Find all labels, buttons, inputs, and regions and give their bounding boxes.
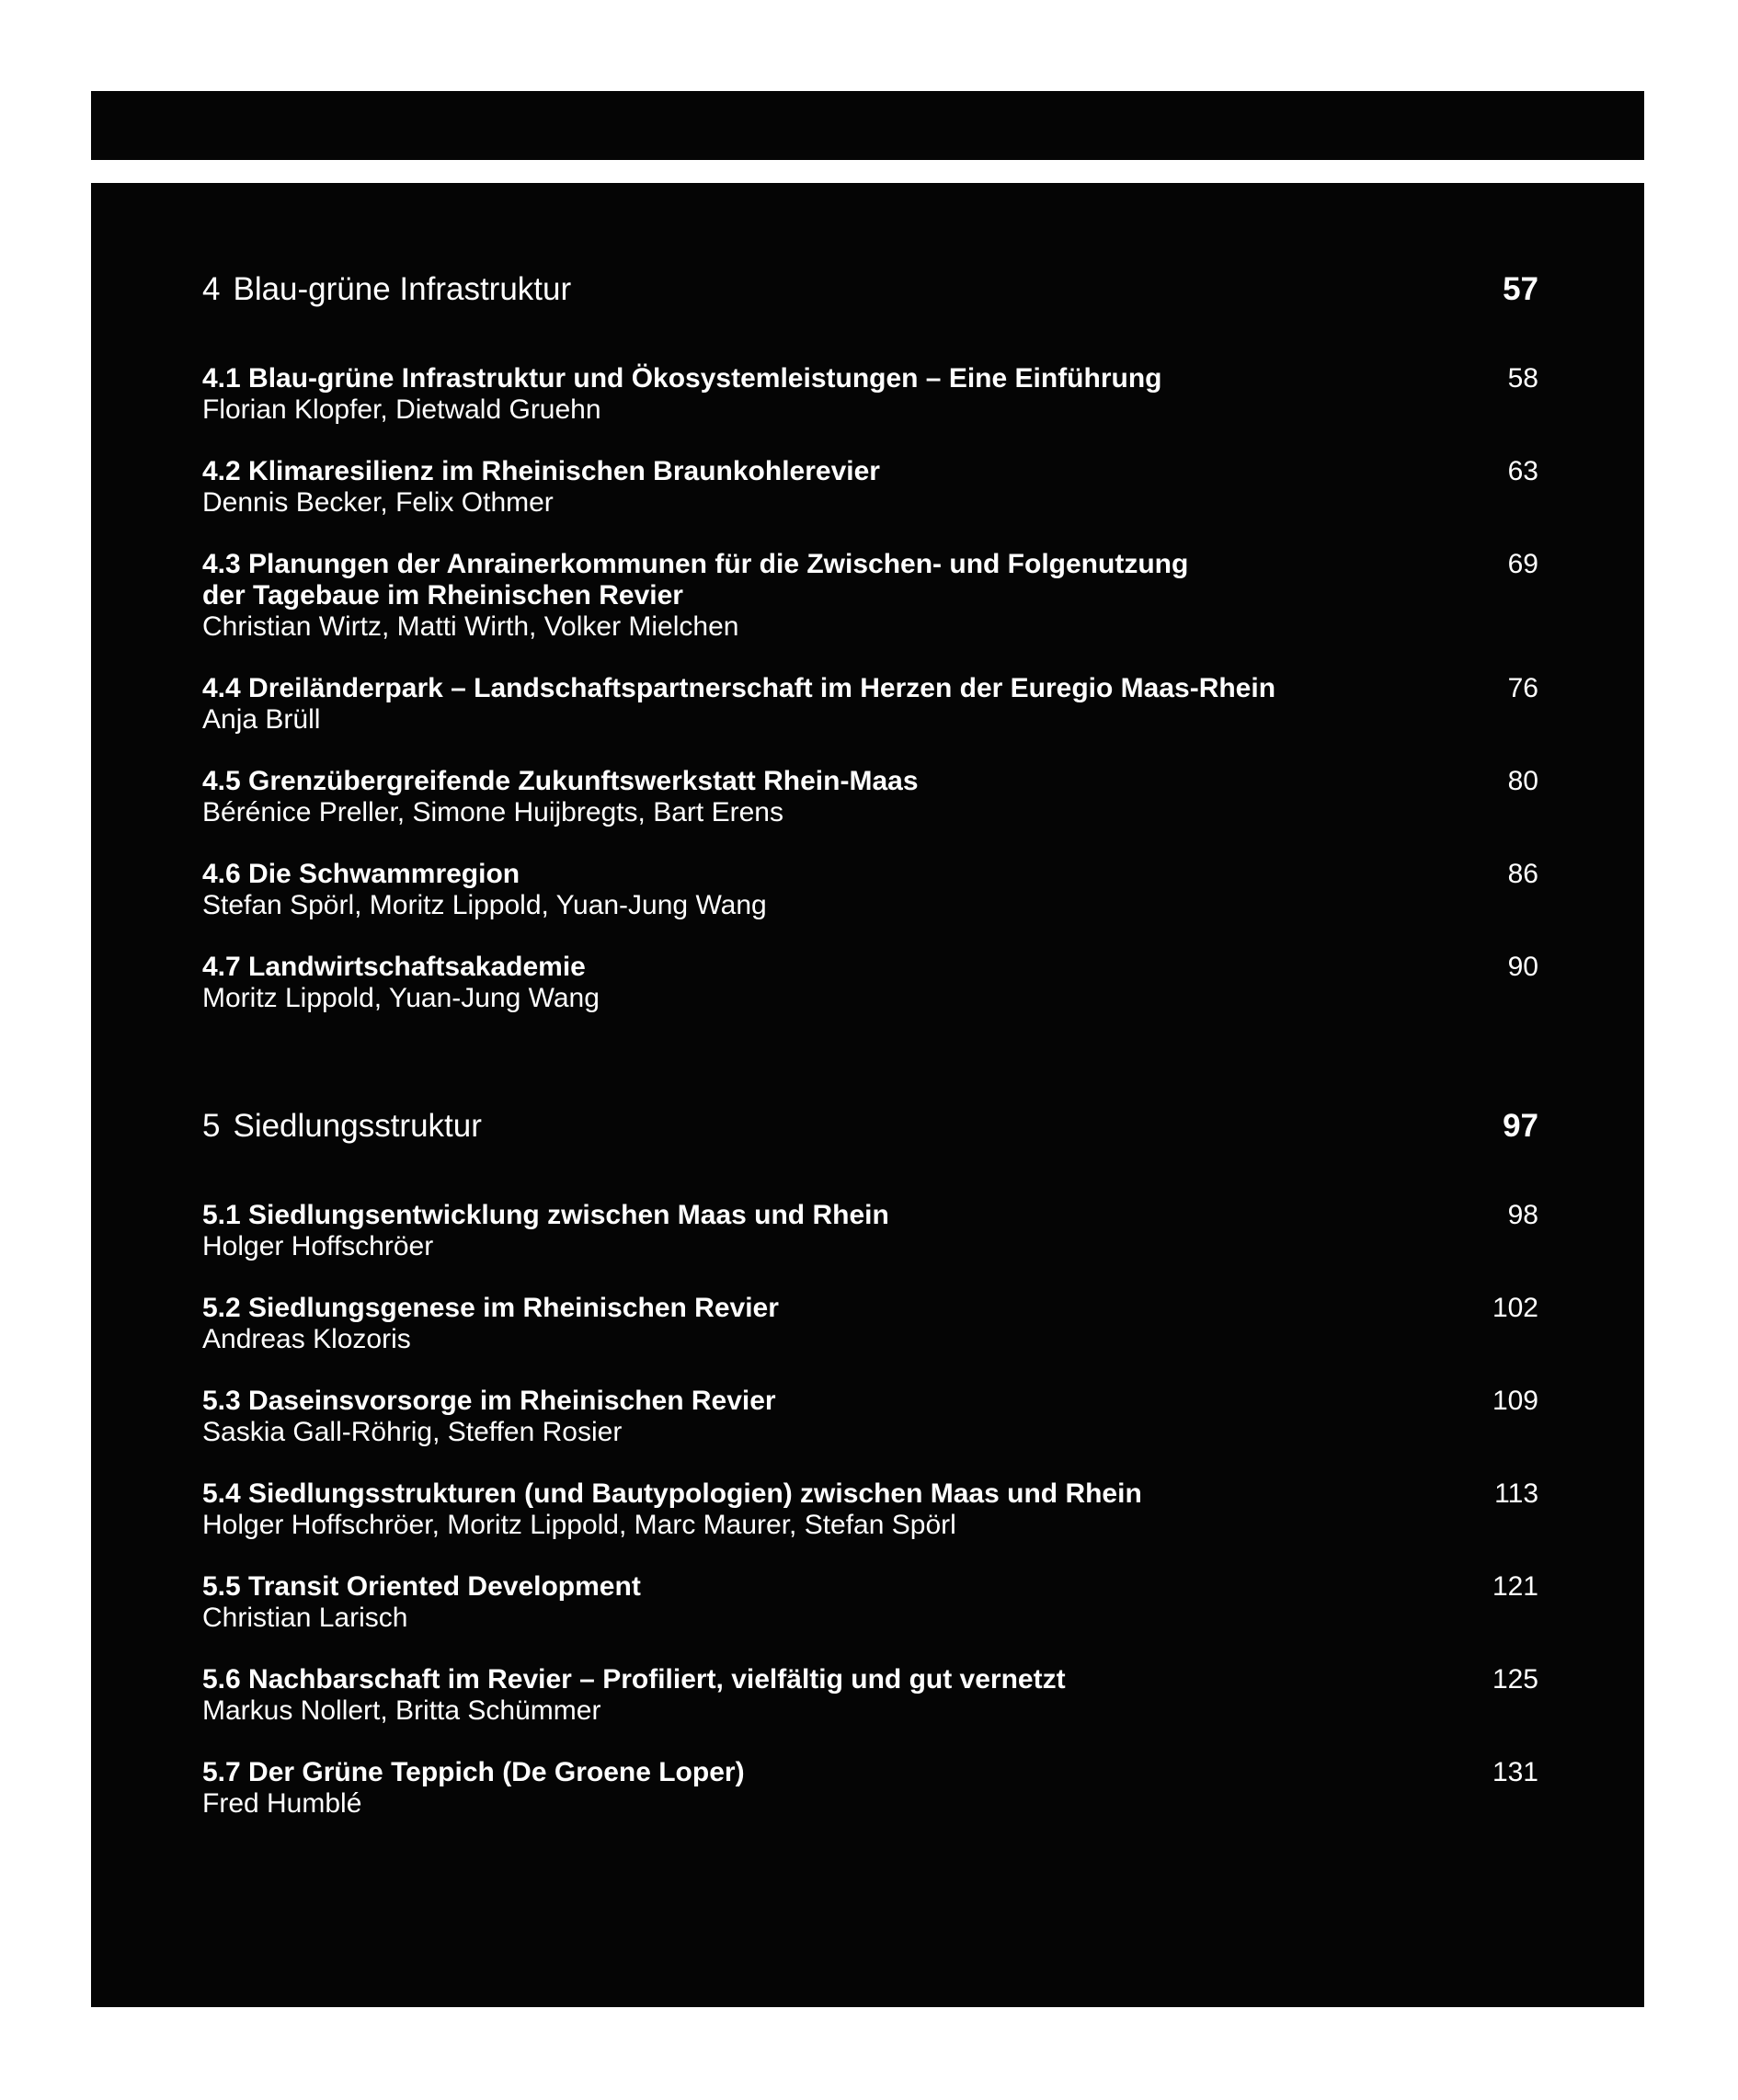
toc-entry[interactable] bbox=[202, 673, 1626, 736]
entry-page-number: 125 bbox=[1492, 1664, 1538, 1695]
toc-entry[interactable] bbox=[202, 1293, 1626, 1355]
toc-entry[interactable] bbox=[202, 952, 1626, 1014]
toc-entry[interactable] bbox=[202, 363, 1626, 426]
chapter-title-text: Blau-grüne Infrastruktur bbox=[233, 271, 572, 307]
toc-entry[interactable] bbox=[202, 456, 1626, 519]
entry-page-number: 58 bbox=[1507, 363, 1538, 394]
entry-authors: Dennis Becker, Felix Othmer bbox=[202, 487, 554, 518]
toc-panel bbox=[91, 183, 1644, 2007]
toc-entry[interactable] bbox=[202, 1478, 1626, 1541]
chapter-heading bbox=[202, 268, 1626, 311]
table-of-contents bbox=[202, 268, 1626, 1850]
entry-authors: Florian Klopfer, Dietwald Gruehn bbox=[202, 394, 601, 425]
entry-page-number: 102 bbox=[1492, 1293, 1538, 1323]
entry-title: 4.6 Die Schwammregion bbox=[202, 859, 520, 889]
entry-authors: Saskia Gall-Röhrig, Steffen Rosier bbox=[202, 1417, 623, 1447]
entry-authors: Markus Nollert, Britta Schümmer bbox=[202, 1695, 601, 1726]
chapter-page-number: 57 bbox=[1503, 271, 1538, 307]
entry-title: 4.2 Klimaresilienz im Rheinischen Braunkohlerevier bbox=[202, 456, 880, 486]
chapter-heading bbox=[202, 1105, 1626, 1147]
chapter-number: 4 bbox=[202, 271, 221, 307]
entry-title: 5.7 Der Grüne Teppich (De Groene Loper) bbox=[202, 1757, 745, 1787]
entry-authors: Holger Hoffschröer, Moritz Lippold, Marc Maurer, Stefan Spörl bbox=[202, 1510, 956, 1540]
entry-title: 4.5 Grenzübergreifende Zukunftswerkstatt Rhein-Maas bbox=[202, 766, 919, 796]
entry-page-number: 90 bbox=[1507, 952, 1538, 982]
entry-title: der Tagebaue im Rheinischen Revier bbox=[202, 580, 683, 611]
chapter-page-number: 97 bbox=[1503, 1108, 1538, 1144]
toc-entry[interactable] bbox=[202, 549, 1626, 643]
entry-title: 5.4 Siedlungsstrukturen (und Bautypologien) zwischen Maas und Rhein bbox=[202, 1478, 1142, 1509]
entry-title: 5.2 Siedlungsgenese im Rheinischen Revier bbox=[202, 1293, 779, 1323]
entry-title: 5.1 Siedlungsentwicklung zwischen Maas und Rhein bbox=[202, 1200, 889, 1230]
entry-page-number: 98 bbox=[1507, 1200, 1538, 1230]
toc-entry[interactable] bbox=[202, 1757, 1626, 1820]
entry-page-number: 131 bbox=[1492, 1757, 1538, 1787]
entry-page-number: 109 bbox=[1492, 1386, 1538, 1416]
toc-entry[interactable] bbox=[202, 766, 1626, 828]
entry-page-number: 113 bbox=[1494, 1478, 1538, 1509]
entry-authors: Bérénice Preller, Simone Huijbregts, Bart Erens bbox=[202, 797, 783, 827]
entry-authors: Christian Wirtz, Matti Wirth, Volker Mielchen bbox=[202, 611, 739, 642]
chapter-number: 5 bbox=[202, 1108, 221, 1144]
chapter-title[interactable] bbox=[202, 1105, 482, 1147]
chapter-section bbox=[202, 1105, 1626, 1820]
entry-title: 5.3 Daseinsvorsorge im Rheinischen Revier bbox=[202, 1386, 776, 1416]
entry-authors: Anja Brüll bbox=[202, 704, 321, 735]
chapter-title[interactable] bbox=[202, 268, 571, 311]
entry-authors: Holger Hoffschröer bbox=[202, 1231, 434, 1261]
chapter-section bbox=[202, 268, 1626, 1014]
chapter-title-text: Siedlungsstruktur bbox=[233, 1108, 482, 1144]
entry-authors: Moritz Lippold, Yuan-Jung Wang bbox=[202, 983, 600, 1013]
toc-entry[interactable] bbox=[202, 859, 1626, 921]
entry-title: 4.7 Landwirtschaftsakademie bbox=[202, 952, 586, 982]
entry-title: 4.3 Planungen der Anrainerkommunen für die Zwischen- und Folgenutzung bbox=[202, 549, 1189, 579]
entry-page-number: 63 bbox=[1507, 456, 1538, 486]
entry-page-number: 76 bbox=[1507, 673, 1538, 703]
header-bar bbox=[91, 91, 1644, 160]
entry-authors: Stefan Spörl, Moritz Lippold, Yuan-Jung Wang bbox=[202, 890, 767, 920]
entry-page-number: 86 bbox=[1507, 859, 1538, 889]
entry-page-number: 80 bbox=[1507, 766, 1538, 796]
entry-authors: Christian Larisch bbox=[202, 1603, 408, 1633]
entry-title: 4.4 Dreiländerpark – Landschaftspartnerschaft im Herzen der Euregio Maas-Rhein bbox=[202, 673, 1276, 703]
toc-entry[interactable] bbox=[202, 1664, 1626, 1727]
entry-title: 5.6 Nachbarschaft im Revier – Profiliert, vielfältig und gut vernetzt bbox=[202, 1664, 1066, 1695]
toc-entry[interactable] bbox=[202, 1386, 1626, 1448]
entry-page-number: 69 bbox=[1507, 549, 1538, 579]
entry-title: 5.5 Transit Oriented Development bbox=[202, 1571, 641, 1602]
toc-entry[interactable] bbox=[202, 1200, 1626, 1262]
entry-page-number: 121 bbox=[1492, 1571, 1538, 1602]
entry-title: 4.1 Blau-grüne Infrastruktur und Ökosystemleistungen – Eine Einführung bbox=[202, 363, 1162, 394]
toc-entry[interactable] bbox=[202, 1571, 1626, 1634]
entry-authors: Andreas Klozoris bbox=[202, 1324, 411, 1354]
entry-authors: Fred Humblé bbox=[202, 1788, 362, 1819]
